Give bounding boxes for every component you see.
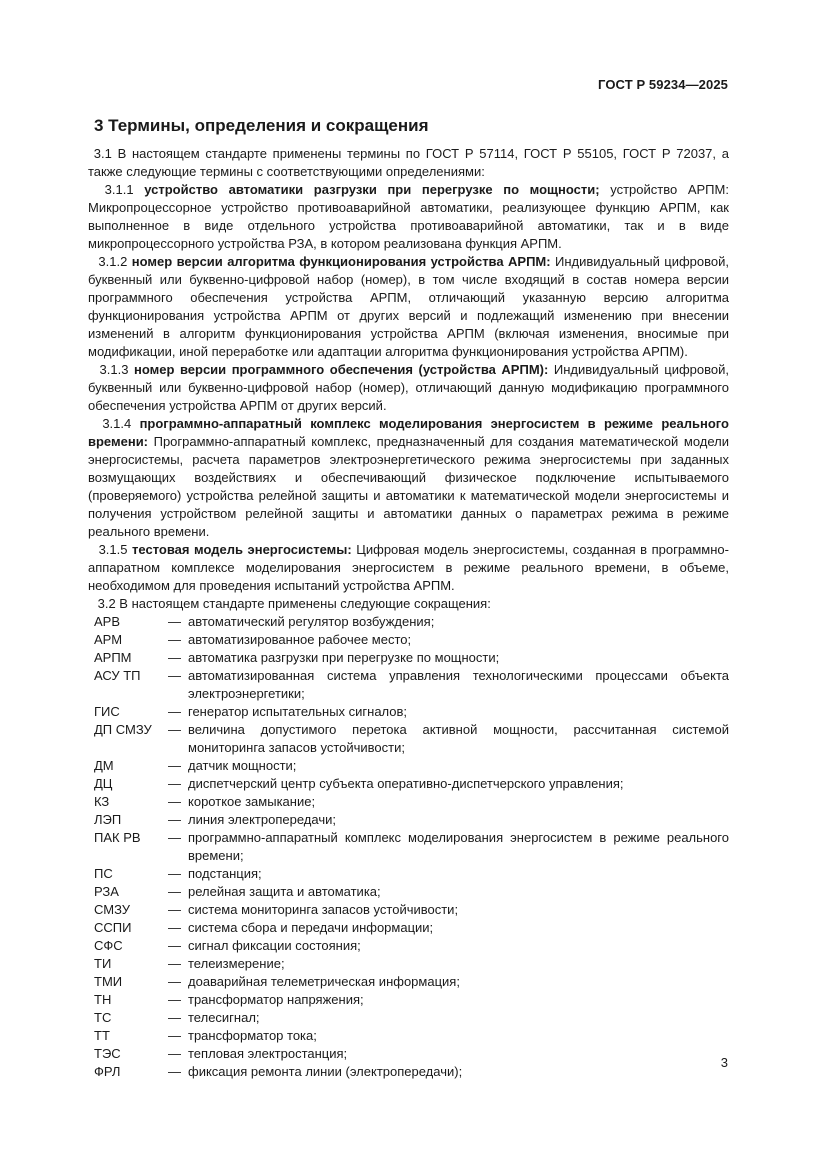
abbreviation-dash: — — [168, 992, 181, 1007]
abbreviation-row — [94, 991, 729, 1009]
abbreviation-definition: диспетчерский центр субъекта оперативно-диспетчерского управления; — [188, 776, 624, 791]
abbreviation-dash: — — [168, 722, 181, 737]
abbreviation-key: ТИ — [94, 956, 112, 971]
abbreviation-row — [94, 883, 729, 901]
abbreviation-row — [94, 1063, 729, 1081]
abbreviation-dash: — — [168, 776, 181, 791]
abbreviation-dash: — — [168, 1010, 181, 1025]
abbreviation-dash: — — [168, 830, 181, 845]
abbreviation-key: АРВ — [94, 614, 121, 629]
abbreviation-row — [94, 649, 729, 667]
abbreviation-row — [94, 937, 729, 955]
paragraph-3-1-1 — [88, 181, 729, 253]
abbreviation-dash: — — [168, 794, 181, 809]
abbreviation-row — [94, 1045, 729, 1063]
abbreviation-row — [94, 919, 729, 937]
abbreviation-row — [94, 757, 729, 775]
abbreviations-list — [94, 613, 729, 1081]
term-3-1-1: устройство автоматики разгрузки при перегрузке по мощности; — [144, 182, 600, 197]
paragraph-3-1-4 — [88, 415, 729, 541]
term-3-1-4: программно-аппаратный комплекс моделирования энергосистем в режиме реального времени: — [88, 416, 729, 449]
term-3-1-3: номер версии программного обеспечения (устройства АРПМ): — [134, 362, 549, 377]
abbreviation-definition: датчик мощности; — [188, 758, 297, 773]
abbreviation-dash: — — [168, 632, 181, 647]
abbreviation-key: ЛЭП — [94, 812, 122, 827]
abbreviation-key: РЗА — [94, 884, 119, 899]
abbreviation-definition: релейная защита и автоматика; — [188, 884, 381, 899]
abbreviation-dash: — — [168, 758, 181, 773]
abbreviation-dash: — — [168, 812, 181, 827]
abbreviation-row — [94, 775, 729, 793]
abbreviation-row — [94, 721, 729, 757]
abbreviation-definition: автоматизированное рабочее место; — [188, 632, 412, 647]
page-number: 3 — [720, 1055, 728, 1070]
abbreviation-key: АРМ — [94, 632, 123, 647]
abbreviation-row — [94, 703, 729, 721]
section-title: 3 Термины, определения и сокращения — [94, 116, 429, 135]
abbreviation-definition: автоматика разгрузки при перегрузке по мощности; — [188, 650, 500, 665]
abbreviation-definition: доаварийная телеметрическая информация; — [188, 974, 460, 989]
paragraph-3-1-4-number: 3.1.4 — [102, 416, 132, 431]
paragraph-3-1-text: 3.1 В настоящем стандарте применены термины по ГОСТ Р 57114, ГОСТ Р 55105, ГОСТ Р 72037, а также следующие термины с соответствующими определениями: — [88, 146, 729, 179]
abbreviation-dash: — — [168, 938, 181, 953]
abbreviation-row — [94, 1027, 729, 1045]
definition-3-1-5: Цифровая модель энергосистемы, созданная в программно-аппаратном комплексе моделирования энергосистем в режиме реального времени, в объеме, необходимом для проведения испытаний устройства АРПМ. — [88, 542, 729, 593]
paragraph-3-2 — [88, 595, 729, 613]
abbreviation-definition: автоматизированная система управления технологическими процессами объекта электроэнергетики; — [188, 668, 729, 701]
abbreviation-dash: — — [168, 650, 181, 665]
abbreviation-row — [94, 631, 729, 649]
abbreviation-dash: — — [168, 866, 181, 881]
abbreviation-key: ССПИ — [94, 920, 132, 935]
abbreviation-definition: линия электропередачи; — [188, 812, 336, 827]
abbreviation-key: АРПМ — [94, 650, 132, 665]
term-3-1-2: номер версии алгоритма функционирования устройства АРПМ: — [131, 254, 551, 269]
abbreviation-definition: телеизмерение; — [188, 956, 285, 971]
document-body — [88, 145, 729, 1081]
abbreviation-key: ДЦ — [94, 776, 113, 791]
abbreviation-key: АСУ ТП — [94, 668, 141, 683]
abbreviation-definition: подстанция; — [188, 866, 262, 881]
abbreviation-definition: короткое замыкание; — [188, 794, 316, 809]
abbreviation-key: ФРЛ — [94, 1064, 121, 1079]
abbreviation-definition: величина допустимого перетока активной мощности, рассчитанная системой мониторинга запасов устойчивости; — [188, 722, 729, 755]
abbreviation-dash: — — [168, 614, 181, 629]
abbreviation-row — [94, 901, 729, 919]
term-3-1-5: тестовая модель энергосистемы: — [132, 542, 352, 557]
abbreviation-row — [94, 1009, 729, 1027]
abbreviation-dash: — — [168, 920, 181, 935]
abbreviation-dash: — — [168, 1064, 181, 1079]
abbreviation-definition: система мониторинга запасов устойчивости; — [188, 902, 459, 917]
abbreviation-key: СМЗУ — [94, 902, 131, 917]
abbreviation-key: ТТ — [94, 1028, 110, 1043]
abbreviation-definition: сигнал фиксации состояния; — [188, 938, 361, 953]
abbreviation-dash: — — [168, 668, 181, 683]
abbreviation-row — [94, 955, 729, 973]
abbreviation-definition: фиксация ремонта линии (электропередачи); — [188, 1064, 463, 1079]
abbreviation-key: ДП СМЗУ — [94, 722, 152, 737]
abbreviation-key: ТЭС — [94, 1046, 121, 1061]
document-code-header: ГОСТ Р 59234—2025 — [598, 77, 728, 92]
abbreviation-dash: — — [168, 974, 181, 989]
abbreviation-key: ТН — [94, 992, 112, 1007]
abbreviation-key: ГИС — [94, 704, 120, 719]
definition-3-1-2: Индивидуальный цифровой, буквенный или буквенно-цифровой набор (номер), в том числе входящий в состав номера версии программного обеспечения устройства АРПМ, отличающий указанную версию алгоритма функционирования устройства АРПМ от других версий и подлежащий изменению при внесении изменений в алгоритм функционирования устройства АРПМ (включая изменения, вносимые при модификации, иной переработке или адаптации алгоритма функционирования устройства АРПМ). — [88, 254, 729, 359]
abbreviation-row — [94, 667, 729, 703]
abbreviation-definition: система сбора и передачи информации; — [188, 920, 434, 935]
abbreviation-row — [94, 613, 729, 631]
abbreviation-dash: — — [168, 704, 181, 719]
abbreviation-dash: — — [168, 902, 181, 917]
abbreviation-dash: — — [168, 1046, 181, 1061]
abbreviation-row — [94, 973, 729, 991]
abbreviation-key: ТМИ — [94, 974, 123, 989]
abbreviation-key: ПАК РВ — [94, 830, 141, 845]
abbreviation-key: СФС — [94, 938, 123, 953]
abbreviation-definition: генератор испытательных сигналов; — [188, 704, 408, 719]
definition-3-1-3: Индивидуальный цифровой, буквенный или буквенно-цифровой набор (номер), отличающий данную модификацию программного обеспечения устройства АРПМ от других версий. — [88, 362, 729, 413]
paragraph-3-1-5 — [88, 541, 729, 595]
abbreviation-key: ДМ — [94, 758, 114, 773]
paragraph-3-1-2-number: 3.1.2 — [98, 254, 128, 269]
abbreviation-row — [94, 829, 729, 865]
abbreviation-key: КЗ — [94, 794, 110, 809]
abbreviation-definition: тепловая электростанция; — [188, 1046, 348, 1061]
abbreviation-dash: — — [168, 1028, 181, 1043]
abbreviation-definition: телесигнал; — [188, 1010, 260, 1025]
abbreviation-key: ПС — [94, 866, 113, 881]
abbreviation-row — [94, 865, 729, 883]
abbreviation-dash: — — [168, 884, 181, 899]
abbreviation-row — [94, 811, 729, 829]
paragraph-3-1-2 — [88, 253, 729, 361]
paragraph-3-1-1-number: 3.1.1 — [104, 182, 134, 197]
abbreviation-definition: автоматический регулятор возбуждения; — [188, 614, 435, 629]
abbreviation-definition: трансформатор тока; — [188, 1028, 317, 1043]
abbreviation-definition: трансформатор напряжения; — [188, 992, 364, 1007]
paragraph-3-1-3 — [88, 361, 729, 415]
abbreviation-dash: — — [168, 956, 181, 971]
paragraph-3-1-3-number: 3.1.3 — [99, 362, 129, 377]
definition-3-1-1: устройство АРПМ: Микропроцессорное устройство противоаварийной автоматики, реализующее функцию АРПМ, как выполненное в виде отдельного устройства противоаварийной автоматики, так и в виде микропроцессорного устройства РЗА, в котором реализована функция АРПМ. — [88, 182, 729, 251]
paragraph-3-1-5-number: 3.1.5 — [98, 542, 128, 557]
abbreviation-row — [94, 793, 729, 811]
definition-3-1-4: Программно-аппаратный комплекс, предназначенный для создания математической модели энергосистемы, расчета параметров электроэнергетического режима энергосистемы при заданных возмущающих воздействиях и обеспечивающий физическое подключение испытываемого (проверяемого) устройства релейной защиты и автоматики к математической модели энергосистемы и получения устройством релейной защиты и автоматики данных о параметрах режима в режиме реального времени. — [88, 434, 729, 539]
abbreviation-key: ТС — [94, 1010, 112, 1025]
paragraph-3-2-text: 3.2 В настоящем стандарте применены следующие сокращения: — [97, 596, 491, 611]
abbreviation-definition: программно-аппаратный комплекс моделирования энергосистем в режиме реального времени; — [188, 830, 729, 863]
paragraph-3-1 — [88, 145, 729, 181]
